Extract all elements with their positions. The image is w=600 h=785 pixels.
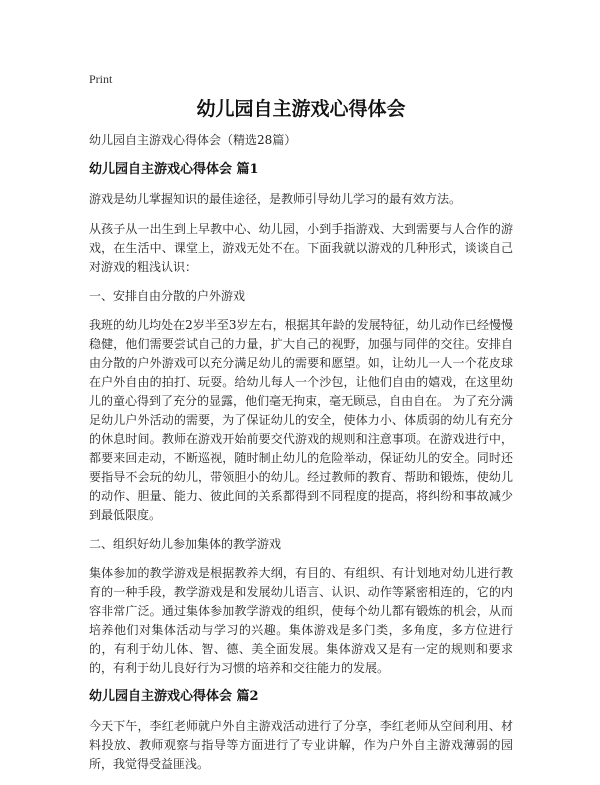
chapter-heading-1: 幼儿园自主游戏心得体会 篇1 xyxy=(89,162,259,177)
print-link[interactable]: Print xyxy=(89,72,113,86)
paragraph: 我班的幼儿均处在2岁半至3岁左右，根据其年龄的发展特征，幼儿动作已经慢慢稳健，他们需要尝试自己的力量，扩大自己的视野，加强与同伴的交往。安排自由分散的户外游戏可以充分满足幼儿的需要和愿望。如，让幼儿一人一个花皮球在户外自由的拍打、玩耍。给幼儿每人一个沙包，让他们自由的嬉戏，在这里幼儿的童心得到了充分的显露，他们毫无拘束，毫无顾忌，自由自在。 为了充分满足幼儿户外活动的需要，为了保证幼儿的安全，使体力小、体质弱的幼儿有充分的休息时间。教师在游戏开始前要交代游戏的规则和注意事项。在游戏进行中，都要来回走动，不断巡视，随时制止幼儿的危险举动，保证幼儿的安全。同时还要指导不会玩的幼儿，带领胆小的幼儿。经过教师的教育、帮助和锻炼，使幼儿的动作、胆量、能力、彼此间的关系都得到不同程度的提高，将纠纷和事故减少到最低限度。 xyxy=(89,318,513,522)
document-subtitle: 幼儿园自主游戏心得体会（精选28篇） xyxy=(89,133,297,147)
section-heading-2: 二、组织好幼儿参加集体的教学游戏 xyxy=(89,537,282,551)
chapter-heading-2: 幼儿园自主游戏心得体会 篇2 xyxy=(89,689,259,704)
paragraph: 今天下午，李红老师就户外自主游戏活动进行了分享，李红老师从空间利用、材料投放、教师观察与指导等方面进行了专业讲解，作为户外自主游戏薄弱的园所，我觉得受益匪浅。 xyxy=(89,719,513,771)
paragraph: 游戏是幼儿掌握知识的最佳途径，是教师引导幼儿学习的最有效方法。 xyxy=(89,192,462,206)
paragraph: 集体参加的教学游戏是根据教养大纲，有目的、有组织、有计划地对幼儿进行教育的一种手段，教学游戏是和发展幼儿语言、认识、动作等紧密相连的，它的内容非常广泛。通过集体参加教学游戏的组织，使每个幼儿都有锻炼的机会，从而培养他们对集体活动与学习的兴趣。集体游戏是多门类，多角度，多方位进行的，有利于幼儿体、智、德、美全面发展。集体游戏又是有一定的规则和要求的，有利于幼儿良好行为习惯的培养和交往能力的发展。 xyxy=(89,566,513,675)
document-content xyxy=(89,98,513,785)
page-title: 幼儿园自主游戏心得体会 xyxy=(196,98,406,120)
paragraph: 从孩子从一出生到上早教中心、幼儿园，小到手指游戏、大到需要与人合作的游戏，在生活中、课堂上，游戏无处不在。下面我就以游戏的几种形式，谈谈自己对游戏的粗浅认识： xyxy=(89,222,513,274)
section-heading-1: 一、安排自由分散的户外游戏 xyxy=(89,289,246,303)
